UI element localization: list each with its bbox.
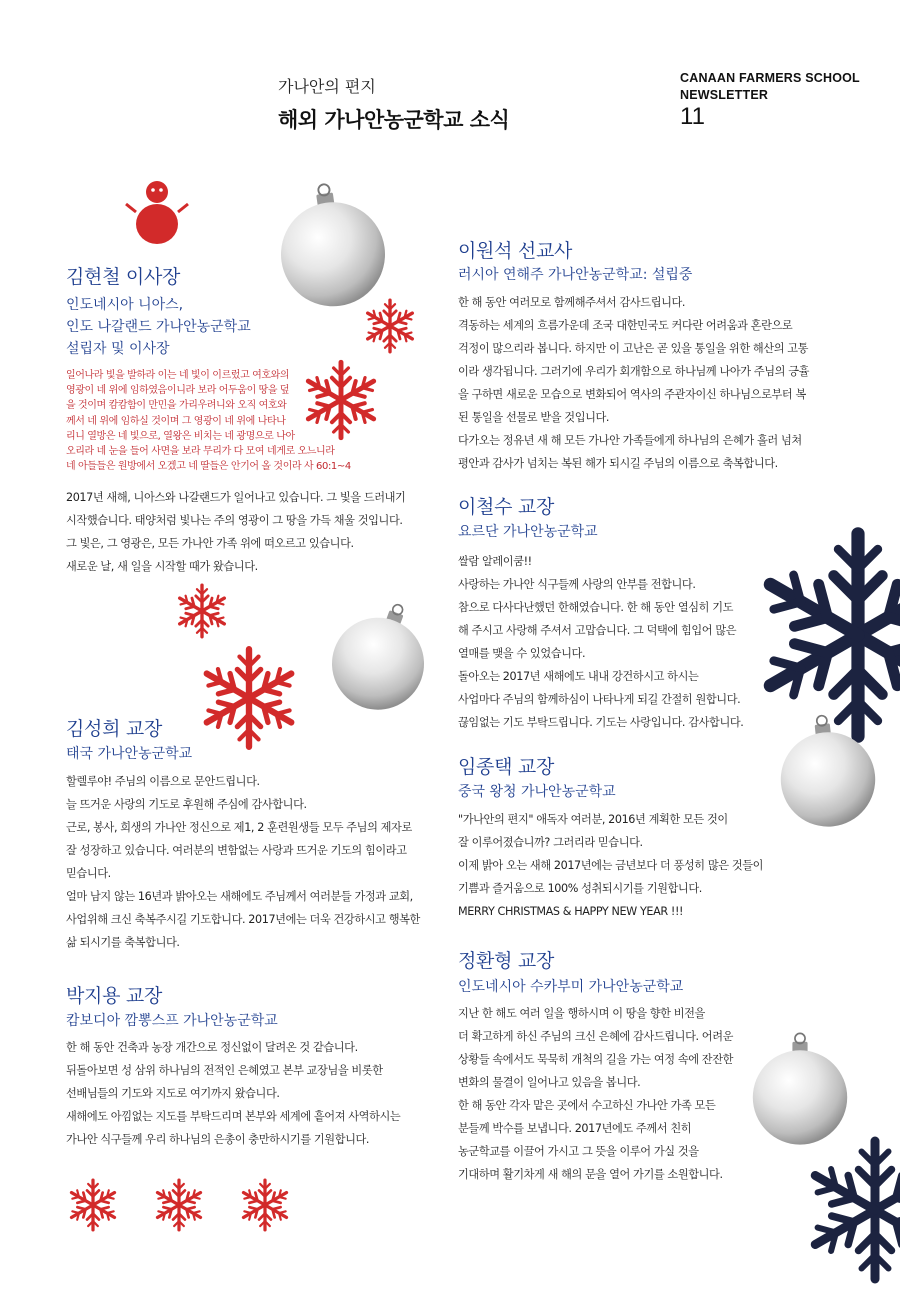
- section-subtitle: 중국 왕청 가나안농군학교: [458, 784, 616, 800]
- section-subtitle: 태국 가나안농군학교: [66, 746, 193, 762]
- section-body: "가나안의 편지" 애독자 여러분, 2016년 계획한 모든 것이 잘 이루어졌습니까? 그러리라 믿습니다. 이제 밝아 오는 새해 2017년에는 금년보다 더 풍성히 많은 것들이 기쁨과 즐거움으로 100% 성취되시기를 기원합니다. MERRY CHRISTMAS & HAPPY NEW YEAR !!!: [458, 813, 764, 918]
- snowflake-icon: [152, 1178, 206, 1232]
- section-body: 지난 한 해도 여러 일을 행하시며 이 땅을 향한 비전을 더 확고하게 하신 주님의 크신 은혜에 감사드립니다. 어려운 상황들 속에서도 묵묵히 개척의 길을 가는 여정 속에 잔잔한 변화의 물결이 일어나고 있음을 봅니다. 한 해 동안 각자 맡은 곳에서 수고하신 가나안 가족 모든 분들께 박수를 보냅니다. 2017년에도 주께서 친히 농군학교를 이끌어 가시고 그 뜻을 이루어 가실 것을 기대하며 활기차게 새 해의 문을 열어 가기를 소원합니다.: [458, 1007, 734, 1181]
- snowflake-icon: [362, 298, 418, 354]
- section-body: 쌀람 알레이쿰!! 사랑하는 가나안 식구들께 사랑의 안부를 전합니다. 참으로 다사다난했던 한해였습니다. 한 해 동안 열심히 기도 해 주시고 사랑해 주셔서 고맙습니다. 그 덕택에 힘입어 많은 열매를 맺을 수 있었습니다. 돌아오는 2017년 새해에도 내내 강건하시고 하시는 사업마다 주님의 함께하심이 나타나게 되길 간절히 원합니다. 끊임없는 기도 부탁드립니다. 기도는 사랑입니다. 감사합니다.: [458, 555, 744, 729]
- page-title: 해외 가나안농군학교 소식: [278, 108, 510, 132]
- snowflake-icon: [196, 640, 302, 756]
- section-kicker: 가나안의 편지: [278, 77, 376, 96]
- section-heading: 김현철 이사장: [66, 266, 181, 288]
- section-body: 한 해 동안 여러모로 함께해주셔서 감사드립니다. 격동하는 세계의 흐름가운데 조국 대한민국도 커다란 어려움과 혼란으로 걱정이 많으리라 봅니다. 하지만 이 고난은 곧 있을 통일을 위한 해산의 고통 이라 생각됩니다. 그러기에 우리가 회개함으로 하나님께 나아가 주님의 긍휼 을 구하면 새로운 모습으로 변화되어 역사의 주관자이신 하나님으로부터 복 된 통일을 선물로 받을 것입니다. 다가오는 정유년 새 해 모든 가나안 가족들에게 하나님의 은혜가 흘러 넘쳐 평안과 감사가 넘치는 복된 해가 되시길 주님의 이름으로 축복합니다.: [458, 296, 810, 470]
- ornament-ball-icon: [278, 180, 388, 310]
- section-heading: 이원석 선교사: [458, 240, 573, 262]
- snowflake-icon: [66, 1178, 120, 1232]
- section-body: 할렐루야! 주님의 이름으로 문안드립니다. 늘 뜨거운 사랑의 기도로 후원해 주심에 감사합니다. 근로, 봉사, 희생의 가나안 정신으로 제1, 2 훈련원생들 모두 주님의 제자로 잘 성장하고 있습니다. 여러분의 변함없는 사랑과 뜨거운 기도의 힘이라고 믿습니다. 얼마 남지 않는 16년과 밝아오는 새해에도 주님께서 여러분들 가정과 교회, 사업위해 크신 축복주시길 기도합니다. 2017년에는 더욱 건강하시고 행복한 삶 되시기를 축복합니다.: [66, 775, 420, 949]
- section-body: 2017년 새해, 니아스와 나갈랜드가 일어나고 있습니다. 그 빛을 드러내기 시작했습니다. 태양처럼 빛나는 주의 영광이 그 땅을 가득 채울 것입니다. 그 빛은, 그 영광은, 모든 가나안 가족 위에 떠오르고 있습니다. 새로운 날, 새 일을 시작할 때가 왔습니다.: [66, 491, 406, 573]
- brand-name: CANAAN FARMERS SCHOOL: [680, 71, 860, 85]
- section-body: 한 해 동안 건축과 농장 개간으로 정신없이 달려온 것 같습니다. 뒤돌아보면 성 삼위 하나님의 전적인 은혜였고 본부 교장님을 비롯한 선배님들의 기도와 지도로 여기까지 왔습니다. 새해에도 아낌없는 지도를 부탁드리며 본부와 세계에 흩어져 사역하시는 가나안 식구들께 우리 하나님의 은총이 충만하시기를 기원합니다.: [66, 1041, 401, 1146]
- snowflake-icon: [238, 1178, 292, 1232]
- section-heading: 정환형 교장: [458, 950, 555, 972]
- section-heading: 김성희 교장: [66, 718, 163, 740]
- section-subtitle: 러시아 연해주 가나안농군학교: 설립중: [458, 267, 693, 283]
- section-subtitle: 인도네시아 수카부미 가나안농군학교: [458, 979, 684, 995]
- section-subtitle: 인도네시아 니아스, 인도 나갈랜드 가나안농군학교 설립자 및 이사장: [66, 297, 251, 357]
- snowflake-icon: [174, 583, 230, 639]
- section-subtitle: 요르단 가나안농군학교: [458, 524, 598, 540]
- page-number: 11: [680, 103, 705, 130]
- brand-subtitle: NEWSLETTER: [680, 88, 769, 102]
- snowman-icon: [124, 178, 190, 248]
- section-heading: 임종택 교장: [458, 756, 555, 778]
- newsletter-brand: [680, 70, 860, 104]
- section-heading: 박지용 교장: [66, 985, 163, 1007]
- section-subtitle: 캄보디아 깜뽕스프 가나안농군학교: [66, 1013, 278, 1029]
- section-heading: 이철수 교장: [458, 496, 555, 518]
- snowflake-icon: [800, 1130, 900, 1290]
- bible-verse: 일어나라 빛을 발하라 이는 네 빛이 이르렀고 여호와의 영광이 네 위에 임하였음이니라 보라 어두움이 땅을 덮 을 것이며 캄캄함이 만민을 가리우려니와 오직 여호와 께서 네 위에 임하실 것이며 그 영광이 네 위에 나타나 리니 열방은 네 빛으로, 열왕은 비치는 네 광명으로 나아 오리라 네 눈을 들어 사면을 보라 무리가 다 모여 네게로 오느니라 네 아들들은 원방에서 오겠고 네 딸들은 안기어 올 것이라 사 60:1~4: [66, 370, 351, 473]
- ornament-ball-icon: [328, 598, 428, 713]
- ornament-ball-icon: [778, 712, 878, 830]
